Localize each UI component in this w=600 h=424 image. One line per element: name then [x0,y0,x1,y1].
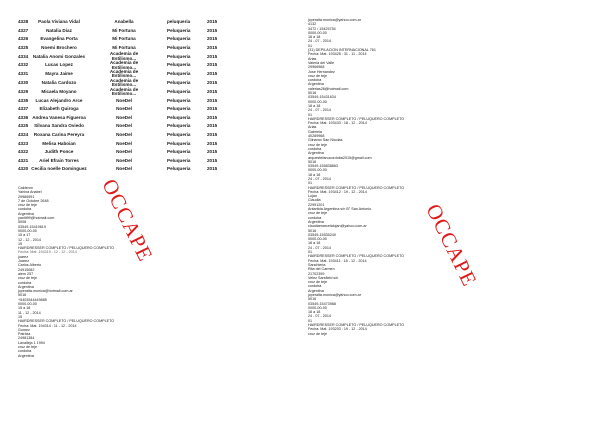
record-line: HAIRDRESSER COMPLETO / PELUQUERO COMPLETO [18,319,115,324]
row-year: 2015 [207,106,218,112]
record-line: cruz de teje [308,142,328,147]
record-line: 24915082 [18,267,35,272]
record-line: 12 - 12 - 2014 [18,237,41,242]
watermark-left: OCCAPE [97,175,158,266]
row-club: NoeDel [116,106,132,112]
record-line: Yanina Anabel [18,190,42,195]
record-line: cordoba [308,284,322,289]
row-club: NoeDel [116,114,132,120]
row-category: Peluqueria [167,157,191,163]
row-club: Academia de Estilismo... [109,60,139,70]
record-line: Argentina [308,288,324,293]
record-line: 0000-00-00 [308,237,327,242]
record-line: 40289968 [308,134,325,139]
record-line: 5016 [18,293,27,298]
record-line: 03549-15431634 [308,95,336,100]
table-row [18,96,278,105]
record-line: cordoba [308,215,322,220]
row-club: Academia de Estilismo... [109,77,139,88]
row-club: Mi Fortuna [112,27,136,33]
record-line: HAIRDRESSER COMPLETO / PELUQUERO COMPLETO [308,254,405,259]
record-line: 03549-15473988 [308,301,336,306]
table-row [18,44,278,53]
record-line: Arias [308,125,317,130]
record-line: 18 a 18 [308,35,321,40]
row-club: NoeDel [116,149,132,155]
record-line: Argentina [18,284,34,289]
record-line: 0000-00-00 [18,302,37,307]
row-year: 2015 [207,149,218,155]
row-club: NoeDel [116,123,132,129]
record-line: cruz de teje [308,280,328,285]
row-year: 2015 [207,19,218,25]
row-name: Lucas Lopez [45,62,73,68]
record-line: HAIRDRESSER COMPLETO / PELUQUERO COMPLETO [308,116,405,121]
record-line: cordoba [308,146,322,151]
row-number: 4324 [18,131,29,137]
row-category: Peluqueria [167,149,191,155]
table-row [18,52,278,61]
row-number: 4334 [18,53,29,59]
record-line: +5403544449885 [18,297,47,302]
record-line: Juarez [18,259,30,264]
row-number: 4325 [18,44,29,50]
record-line: juarez [18,254,29,259]
record-line: Patricia [18,332,31,337]
record-line: 24981384 [18,336,35,341]
record-line: (31) DEPILACION INTERNACIONAL 761 [308,48,376,53]
row-name: Judith Ponce [44,149,74,155]
record-line: claudiamarcelalujan@yahoo.com.ar [308,224,367,229]
row-year: 2015 [207,71,218,77]
row-number: 4327 [18,27,29,33]
record-line: 0000-00-00 [308,168,327,173]
record-line: HAIRDRESSER COMPLETO / PELUQUERO COMPLETO [308,185,405,190]
row-number: 4321 [18,157,29,163]
record-line: 5016 [308,297,317,302]
row-number: 4322 [18,149,29,155]
record-line: cruz de teje [308,211,328,216]
row-name: Roxana Carina Pereyra [33,131,85,137]
record-line: cruz de teje [18,344,38,349]
record-line: cruz de teje [308,73,328,78]
record-line: 24 - 07 - 2014 [308,245,331,250]
record-line: Argentina [308,151,324,156]
row-club: NoeDel [116,157,132,163]
record-line: Argentina [18,353,34,358]
row-year: 2015 [207,80,218,86]
registration-table [18,18,278,174]
row-category: Peluqueria [167,88,191,94]
record-line: 18 a 18 [308,103,321,108]
record-line: Gomez [18,327,30,332]
record-line: cruz de teje [308,331,328,336]
table-row [18,165,278,174]
record-line: 15 [18,314,23,319]
row-year: 2015 [207,44,218,50]
row-category: Peluqueria [167,123,191,129]
record-line: yaniti99@hotmail.com [18,216,55,221]
record-line: 5008 [18,220,27,225]
row-number: 4323 [18,140,29,146]
row-category: Peluqueria [167,80,191,86]
record-line: HAIRDRESSER COMPLETO / PELUQUERO COMPLETO [308,323,405,328]
record-line: HAIRDRESSER COMPLETO / PELUQUERO COMPLETO [18,246,115,251]
row-category: Peluqueria [167,131,191,137]
record-line: 15 a 18 [18,306,31,311]
row-name: Elizabeth Quiroga [39,106,79,112]
record-line: 22991201 [308,202,325,207]
record-line: Fecha: Mat. 193412 : 19 - 12 - 2014 [308,189,367,194]
record-line: Lujan [308,194,318,199]
record-line: 01 [308,250,313,255]
row-name: Paola Viviana Vidal [38,19,80,25]
record-line: 24 - 07 - 2014 [308,108,331,113]
right-record-list [308,18,404,336]
record-line: Lavalleja 1 1994 [18,340,45,345]
row-club: Academia de Estilismo... [109,86,139,97]
record-line: Argentina [308,219,324,224]
record-line: 01 [308,181,313,186]
record-line: 4132 [308,22,317,27]
row-club: Anabella [114,19,134,25]
record-line: cordoba [18,280,32,285]
table-row [18,114,278,123]
table-row [18,131,278,140]
row-category: Peluqueria [167,44,191,50]
row-category: Peluqueria [167,27,191,33]
record-line: 0000-00-00 [308,99,327,104]
record-line: 01 [308,112,313,117]
row-name: Micaela Moyano [41,88,77,94]
table-row [18,35,278,44]
record-line: cruz de teje [18,203,38,208]
record-line: Gilnamo San Nicolas [308,138,343,143]
row-name: Natalia Anomi Gonzales [32,53,86,59]
row-year: 2015 [207,88,218,94]
table-row [18,88,278,97]
record-line: arquestefanocordoba2015@gmail.com [308,155,372,160]
record-line: jcperalta.monica@hotmail.com.ar [18,289,73,294]
row-number: 4329 [18,88,29,94]
record-line: alem 257 [18,271,34,276]
row-name: Andrea Vanesa Figueroa [32,114,86,120]
row-club: Mi Fortuna [112,36,136,42]
row-name: Lucas Alejandro Arce [35,97,83,103]
record-line: 0000-00-00 [308,305,327,310]
row-category: Peluqueria [167,166,191,172]
row-year: 2015 [207,123,218,129]
table-row [18,122,278,131]
row-club: NoeDel [116,97,132,103]
record-line: 21702399 [308,271,325,276]
record-line: 03549-15535240 [308,232,336,237]
record-line: Fecha: Mat. 193433 : 18 - 12 - 2014 [308,121,367,126]
row-category: Peluqueria [167,140,191,146]
row-name: Mayra Jaime [45,71,73,77]
record-line: jcperalta.monica@yahoo.com.ar [308,293,361,297]
row-year: 2015 [207,97,218,103]
row-number: 4320 [18,166,29,172]
record-line: 18 a 18 [308,172,321,177]
row-number: 4328 [18,19,29,25]
record-line: Fecha: Mat. 194314 : 11 - 12 - 2014 [18,323,77,328]
row-category: Peluqueria [167,62,191,68]
record-line: 7 de Octubre 2648 [18,198,49,203]
row-name: Cecilia noelle Dominguez [31,166,87,172]
table-row [18,79,278,88]
table-row [18,27,278,36]
row-name: Silvana Sandra Oviedo [34,123,84,129]
row-number: 4330 [18,80,29,86]
record-line: Argentina [308,82,324,87]
record-line: 18 a 18 [308,310,321,315]
record-line: cruz de teje [18,276,38,281]
record-line: Claudia [308,198,321,203]
row-club: NoeDel [116,140,132,146]
record-line: cordoba [308,78,322,83]
record-line: 0000-00-00 [18,228,37,233]
record-line: 24 - 07 - 2014 [308,176,331,181]
record-line: cordoba [18,207,32,212]
record-line: 01 [308,43,313,48]
record-line: Rita del Carmen [308,267,335,272]
row-year: 2015 [207,157,218,163]
watermark-right: OCCAPE [421,200,482,291]
record-line: valerias28@hotmail.com [308,86,349,91]
row-number: 4332 [18,62,29,68]
row-year: 2015 [207,114,218,120]
row-category: peluqueria [167,19,191,25]
record-line: 29986991 [18,194,35,199]
row-name: Ariel Efrain Torres [39,157,79,163]
record-line: 03549-15419619 [18,224,46,229]
right-page [300,0,600,424]
record-line: 03549-155838863 [308,164,338,169]
table-row [18,157,278,166]
row-club: NoeDel [116,166,132,172]
record-line: Fecha: Mat. 194319 : 12 - 12 - 2014 [18,250,77,255]
row-club: Academia de Estilismo... [109,51,139,61]
record-line: Calderon [18,186,33,190]
row-year: 2015 [207,36,218,42]
record-line: Gabriela [308,129,322,134]
table-row [18,61,278,70]
record-line: 24 - 07 - 2014 [308,39,331,44]
row-year: 2015 [207,131,218,137]
row-number: 4337 [18,106,29,112]
record-line: Carlos Alberto [18,263,42,268]
table-row [18,105,278,114]
record-line: cordoba [18,349,32,354]
row-number: 4331 [18,71,29,77]
record-line: 15 a 17 [18,233,31,238]
record-line: 3472 / 15425754 [308,26,336,31]
record-line: 15 [18,241,23,246]
record-line: Antartida Argentina s/n B° San Antonio [308,207,372,212]
record-line: jcperalta.monica@yahoo.com.ar [308,18,361,22]
row-club: Academia de Estilismo... [109,69,139,79]
record-line: Velez Sarsfield s/n [308,275,339,280]
record-line: Arias [308,56,317,61]
row-category: Peluqueria [167,71,191,77]
row-year: 2015 [207,53,218,59]
table-row [18,139,278,148]
row-number: 4335 [18,97,29,103]
record-line: Fecha: Mat. 193411 : 18 - 12 - 2014 [308,258,367,263]
row-name: Noemi Brochero [41,44,77,50]
row-number: 4336 [18,114,29,120]
row-category: Peluqueria [167,106,191,112]
row-category: Peluqueria [167,97,191,103]
row-club: NoeDel [116,131,132,137]
row-year: 2015 [207,27,218,33]
row-name: Melisa Haboian [42,140,76,146]
record-line: 01 [308,318,313,323]
record-line: Sanchieria [308,262,326,267]
row-category: Peluqueria [167,53,191,59]
record-line: 0000-00-00 [308,30,327,35]
record-line: Fecha: Mat. 193203 : 19 - 12 - 2014 [308,327,367,332]
row-name: Natalia Diaz [46,27,72,33]
record-line: 29966968 [308,65,325,70]
row-number: 4326 [18,36,29,42]
record-line: Fecha: Mat. 193425 : 31 - 11 - 2014 [308,52,367,57]
row-year: 2015 [207,140,218,146]
row-name: Natalia Cardozo [41,80,77,86]
row-year: 2015 [207,62,218,68]
table-row [18,70,278,79]
left-record-list [18,186,114,358]
row-category: Peluqueria [167,114,191,120]
record-line: Jose Hernandez [308,69,335,74]
record-line: 24 - 07 - 2014 [308,314,331,319]
record-line: 5016 [308,228,317,233]
record-line: 5016 [308,159,317,164]
row-year: 2015 [207,166,218,172]
record-line: 11 - 12 - 2014 [18,310,41,315]
record-line: Valeria del Valle [308,60,335,65]
row-category: Peluqueria [167,36,191,42]
record-line: Argentina [18,211,34,216]
record-line: 18 a 18 [308,241,321,246]
row-number: 4325 [18,123,29,129]
table-row [18,148,278,157]
record-line: 5016 [308,91,317,96]
row-club: Mi Fortuna [112,44,136,50]
table-row [18,18,278,27]
row-name: Evangelina Porta [40,36,78,42]
